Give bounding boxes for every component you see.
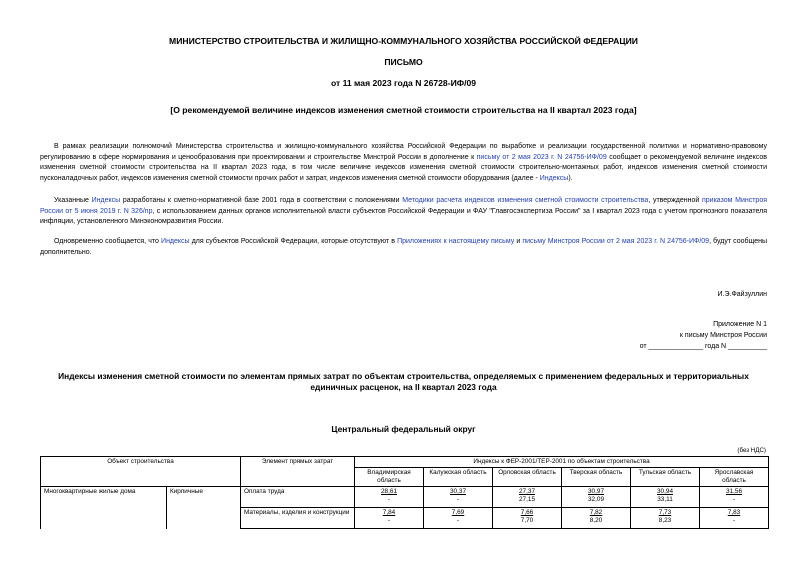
region-header: Калужская область	[424, 468, 493, 487]
subtype-cell	[167, 508, 241, 529]
value-cell: 30,97 32,09	[562, 487, 631, 508]
element-cell: Оплата труда	[241, 487, 355, 508]
link-letter-2-may[interactable]: письму от 2 мая 2023 г. N 24756-ИФ/09	[476, 153, 607, 161]
object-cell	[41, 508, 167, 529]
table-row	[41, 487, 769, 508]
signature: И.Э.Файзуллин	[717, 291, 767, 298]
p1-text-b: сообщает о рекомендуемой величине индексов изменения сметной стоимости строительства на II квартал 2023 года, в том числе величине индексов изменения сметной стоимости строительно-монтажных работ, индексов изменения сметной стоимости пусконаладочных работ, индексов изменения сметной стоимости прочих работ и затрат, индексов изменения сметной стоимости оборудования (далее -	[40, 153, 767, 182]
p3-text-c: и	[514, 238, 523, 245]
link-appendices[interactable]: Приложениях к настоящему письму	[397, 238, 515, 245]
appendix-line-3: от ______________ года N __________	[639, 343, 767, 350]
value-cell: 31,56 -	[700, 487, 769, 508]
value-cell: 30,94 33,11	[631, 487, 700, 508]
doc-type: ПИСЬМО	[384, 57, 423, 67]
link-indices[interactable]: Индексы	[91, 197, 121, 204]
value-cell: 7,73 8,23	[631, 508, 700, 529]
p2-text-d: , с использованием данных органов исполнительной власти субъектов Российской Федерации и ФАУ "Главгосэкспертиза России" за I квартал 2023 года с учетом прогнозного показателя инфляции, установленного Минэкономразвития России.	[40, 207, 767, 225]
link-order-326[interactable]: приказом Минстроя России от 5 июня 2019 г. N 326/пр	[40, 197, 768, 215]
indices-table	[40, 456, 769, 529]
p3-text-d: , будут сообщены дополнительно.	[40, 238, 767, 256]
table-row	[41, 508, 769, 529]
doc-subject: [О рекомендуемой величине индексов изменения сметной стоимости строительства на II квартал 2023 года]	[170, 105, 637, 115]
value-cell: 7,82 8,20	[562, 508, 631, 529]
region-header: Тульская область	[631, 468, 700, 487]
paragraph-3	[40, 237, 767, 258]
value-cell: 27,37 27,15	[493, 487, 562, 508]
paragraph-2	[40, 196, 767, 228]
object-cell: Многоквартирные жилые дома	[41, 487, 167, 508]
table-title: Индексы изменения сметной стоимости по элементам прямых затрат по объектам строительства, определяемых с применением федеральных и территориальных единичных расценок, на II квартал 2023 года	[58, 371, 749, 392]
element-cell: Материалы, изделия и конструкции	[241, 508, 355, 529]
appendix-line-1: Приложение N 1	[713, 321, 767, 328]
region-header: Владимирская область	[355, 468, 424, 487]
p2-text-c: , утвержденной	[648, 197, 702, 204]
p2-text-b: разработаны к сметно-нормативной базе 2001 года в соответствии с положениями	[120, 197, 403, 204]
ministry-name: МИНИСТЕРСТВО СТРОИТЕЛЬСТВА И ЖИЛИЩНО-КОММУНАЛЬНОГО ХОЗЯЙСТВА РОССИЙСКОЙ ФЕДЕРАЦИИ	[169, 36, 638, 46]
value-cell: 28,61 -	[355, 487, 424, 508]
district-title: Центральный федеральный округ	[331, 424, 476, 434]
unit-note: (без НДС)	[737, 447, 766, 454]
appendix-line-2: к письму Минстроя России	[679, 332, 767, 339]
header-element: Элемент прямых затрат	[241, 457, 355, 487]
p1-text-a: В рамках реализации полномочий Министерства строительства и жилищно-коммунального хозяйства Российской Федерации по выработке и реализации государственной политики и нормативно-правовому регулированию в сфере нормирования и ценообразования при проектировании и строительстве Минстрой России в дополнение к	[40, 143, 767, 161]
p3-text-b: для субъектов Российской Федерации, которые отсутствуют в	[189, 238, 398, 245]
region-header: Тверская область	[562, 468, 631, 487]
link-indices[interactable]: Индексы	[539, 174, 569, 182]
p2-text-a: Указанные	[54, 197, 92, 204]
value-cell: 30,37 -	[424, 487, 493, 508]
p3-text-a: Одновременно сообщается, что	[54, 238, 162, 245]
link-letter-2-may[interactable]: письму Минстроя России от 2 мая 2023 г. N 24756-ИФ/09	[522, 238, 710, 245]
p1-text-c: ).	[568, 174, 573, 182]
doc-date-number: от 11 мая 2023 года N 26728-ИФ/09	[330, 78, 477, 88]
subtype-cell: Кирпичные	[167, 487, 241, 508]
paragraph-1	[40, 142, 767, 184]
value-cell: 7,84 -	[355, 508, 424, 529]
link-methodology[interactable]: Методики расчета индексов изменения сметной стоимости строительства	[402, 197, 649, 204]
region-header: Орловская область	[493, 468, 562, 487]
region-header: Ярославская область	[700, 468, 769, 487]
header-indices: Индексы к ФЕР-2001/ТЕР-2001 по объектам строительства	[355, 457, 769, 468]
header-object: Объект строительства	[41, 457, 241, 487]
value-cell: 7,69 -	[424, 508, 493, 529]
value-cell: 7,83 -	[700, 508, 769, 529]
value-cell: 7,66 7,70	[493, 508, 562, 529]
link-indices[interactable]: Индексы	[161, 238, 190, 245]
